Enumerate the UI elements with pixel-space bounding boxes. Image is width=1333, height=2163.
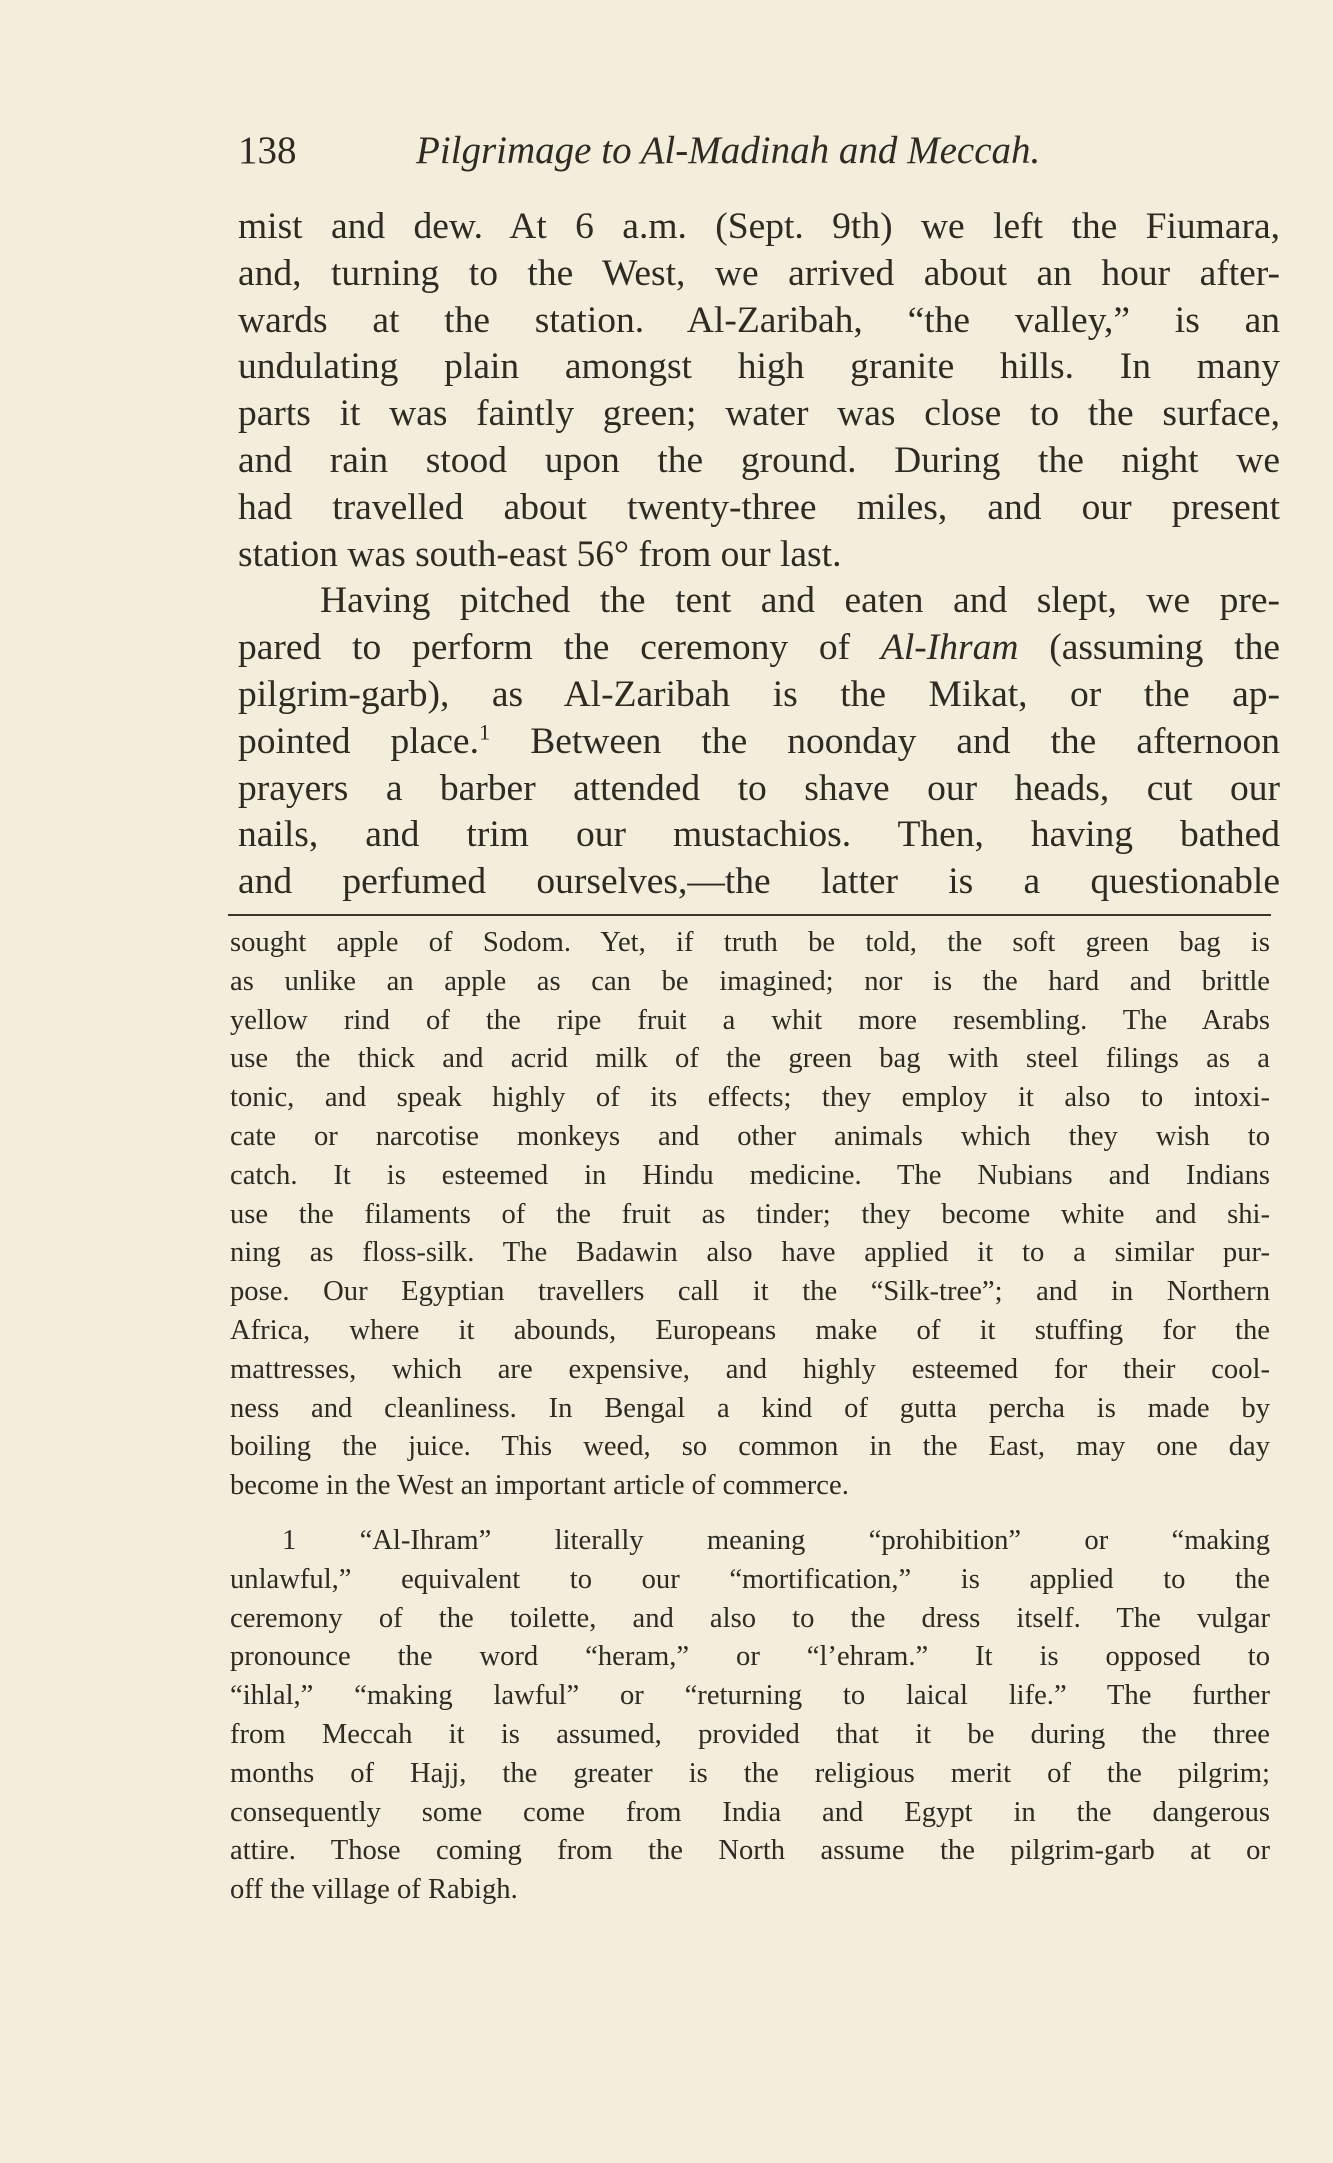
footnote-line: ning as floss-silk. The Badawin also have applied it to a similar pur- <box>230 1237 1270 1269</box>
footnote-line: months of Hajj, the greater is the religious merit of the pilgrim; <box>230 1757 1270 1789</box>
footnote-1-start: 1 “Al-Ihram” literally meaning “prohibition” or “making <box>282 1524 1270 1556</box>
footnote-line: cate or narcotise monkeys and other animals which they wish to <box>230 1120 1270 1152</box>
footnote-line: attire. Those coming from the North assume the pilgrim-garb at or <box>230 1835 1270 1867</box>
running-header <box>238 128 1138 173</box>
footnote-line: from Meccah it is assumed, provided that it be during the three <box>230 1718 1270 1750</box>
footnote-line: yellow rind of the ripe fruit a whit more resembling. The Arabs <box>230 1004 1270 1036</box>
footnote-line: pose. Our Egyptian travellers call it the “Silk-tree”; and in Northern <box>230 1276 1270 1308</box>
text-line: parts it was faintly green; water was close to the surface, <box>238 393 1280 435</box>
footnote-line: ness and cleanliness. In Bengal a kind of gutta percha is made by <box>230 1392 1270 1424</box>
footnote-line: ceremony of the toilette, and also to the dress itself. The vulgar <box>230 1602 1270 1634</box>
text-segment: pointed place. <box>238 720 479 762</box>
running-title: Pilgrimage to Al-Madinah and Meccah. <box>416 129 1041 172</box>
text-line <box>238 719 1280 766</box>
paragraph-start-line: Having pitched the tent and eaten and slept, we pre- <box>320 580 1280 622</box>
text-segment: (assuming the <box>1018 627 1280 669</box>
italic-term: Al-Ihram <box>880 627 1019 669</box>
text-line: pilgrim-garb), as Al-Zaribah is the Mikat, or the ap- <box>238 673 1280 715</box>
text-line: had travelled about twenty-three miles, and our present <box>238 486 1280 528</box>
text-line: mist and dew. At 6 a.m. (Sept. 9th) we left the Fiumara, <box>238 206 1280 247</box>
footnote-line: Africa, where it abounds, Europeans make of it stuffing for the <box>230 1314 1270 1346</box>
footnote-line: mattresses, which are expensive, and highly esteemed for their cool- <box>230 1353 1270 1385</box>
text-line: and rain stood upon the ground. During the night we <box>238 439 1280 481</box>
footnote-line: consequently some come from India and Egypt in the dangerous <box>230 1796 1270 1828</box>
footnote-line: use the filaments of the fruit as tinder; they become white and shi- <box>230 1198 1270 1230</box>
main-text <box>238 204 1280 906</box>
footnote-line: pronounce the word “heram,” or “l’ehram.” It is opposed to <box>230 1641 1270 1673</box>
text-line: undulating plain amongst high granite hills. In many <box>238 346 1280 388</box>
footnotes <box>230 924 1270 1910</box>
text-segment: Between the noonday and the afternoon <box>490 720 1280 762</box>
footnote-line: use the thick and acrid milk of the green bag with steel filings as a <box>230 1043 1270 1075</box>
footnote-line: unlawful,” equivalent to our “mortification,” is applied to the <box>230 1563 1270 1595</box>
footnote-line: as unlike an apple as can be imagined; nor is the hard and brittle <box>230 965 1270 997</box>
footnote-line: boiling the juice. This weed, so common in the East, may one day <box>230 1431 1270 1463</box>
text-line: wards at the station. Al-Zaribah, “the valley,” is an <box>238 299 1280 341</box>
footnote-divider <box>228 914 1271 916</box>
text-line: and, turning to the West, we arrived about an hour after- <box>238 252 1280 294</box>
footnote-line: become in the West an important article of commerce. <box>230 1470 849 1502</box>
text-line <box>238 625 1280 672</box>
text-segment: pared to perform the ceremony of <box>238 627 881 669</box>
footnote-line: sought apple of Sodom. Yet, if truth be told, the soft green bag is <box>230 927 1270 958</box>
footnote-line: “ihlal,” “making lawful” or “returning to laical life.” The further <box>230 1680 1270 1712</box>
footnote-line: tonic, and speak highly of its effects; they employ it also to intoxi- <box>230 1082 1270 1114</box>
footnote-line: off the village of Rabigh. <box>230 1874 518 1906</box>
text-line: station was south-east 56° from our last. <box>238 533 842 575</box>
text-line: nails, and trim our mustachios. Then, having bathed <box>238 814 1280 856</box>
text-line: and perfumed ourselves,—the latter is a questionable <box>238 861 1280 903</box>
footnote-marker: 1 <box>478 719 491 745</box>
footnote-line: catch. It is esteemed in Hindu medicine. The Nubians and Indians <box>230 1159 1270 1191</box>
text-line: prayers a barber attended to shave our heads, cut our <box>238 767 1280 809</box>
page-number: 138 <box>238 129 297 172</box>
footnote-gap <box>230 1506 1270 1522</box>
